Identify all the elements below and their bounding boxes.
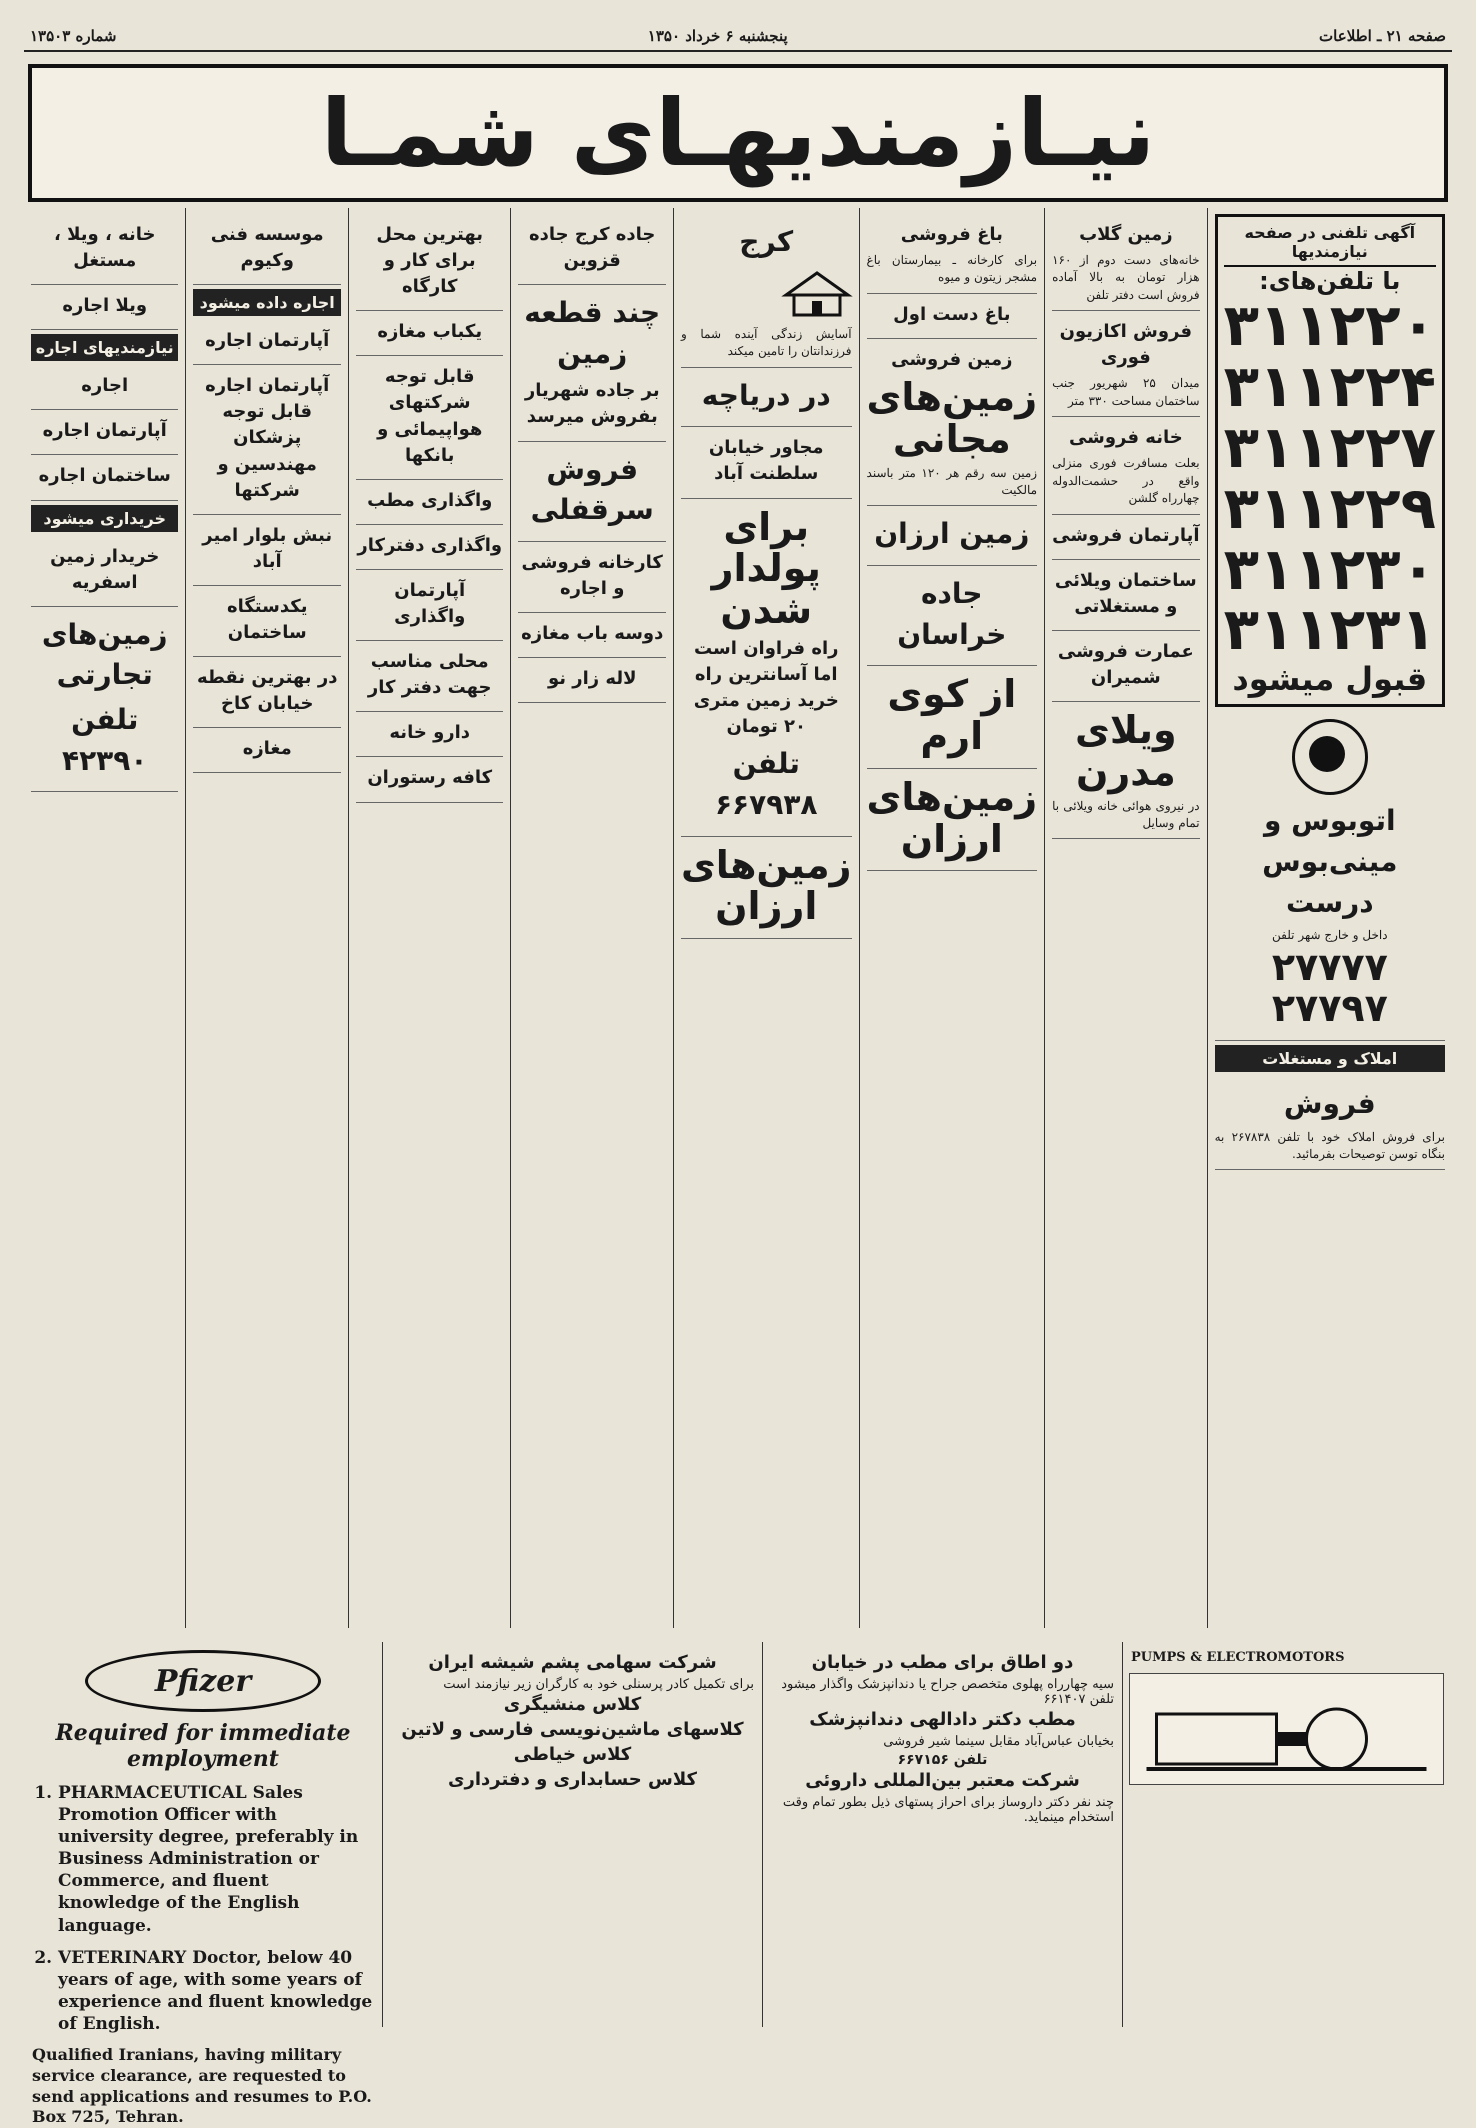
ad-item — [193, 586, 341, 657]
ad-item — [867, 339, 1038, 506]
classifieds-banner — [28, 64, 1448, 202]
ad-sale — [1215, 1076, 1445, 1170]
ad-title: ساختمان اجاره — [38, 465, 171, 487]
ad-text: خانه‌های دست دوم از ۱۶۰ هزار تومان به بالا آماده فروش است دفتر تلفن — [1052, 253, 1200, 302]
section-header: خریداری میشود — [31, 505, 179, 532]
ad-item — [193, 728, 341, 773]
ad-title: خانه ، ویلا ، مستغل — [53, 224, 156, 272]
ad-text: بر جاده شهریار بفروش میرسد — [524, 380, 660, 428]
ad-title: دوسه باب مغازه — [521, 622, 664, 644]
ad-item — [1052, 560, 1200, 631]
ad-item — [1052, 631, 1200, 702]
ad-title: زمین گلاب — [1079, 224, 1173, 245]
ad-headline: برای پولدار شدن — [711, 504, 821, 633]
ad-text: در نیروی هوائی خانه ویلائی با تمام وسایل — [1052, 798, 1200, 830]
ad-title: شرکت سهامی پشم شیشه ایران — [428, 1652, 717, 1673]
ad-item — [867, 666, 1038, 769]
ad-title: باغ فروشی — [900, 224, 1003, 245]
ad-item — [867, 214, 1038, 294]
ad-item — [681, 368, 852, 428]
ad-text: زمین سه رقم هر ۱۲۰ متر باسند مالکیت — [866, 465, 1038, 498]
newspaper-page — [24, 22, 1452, 2127]
ad-title: محلی مناسب جهت دفتر کار — [367, 651, 492, 699]
ad-item — [193, 320, 341, 365]
ad-text: برای تکمیل کادر پرسنلی خود به کارگران زیر نیازمند است — [443, 1677, 754, 1692]
ad-item — [518, 658, 666, 703]
ad-title: چند قطعه زمین — [524, 296, 661, 370]
ad-title: مطب دکتر دادالهی دندانپزشک — [809, 1709, 1076, 1730]
ad-title: اجاره — [81, 375, 129, 397]
ad-title: زمین ارزان — [874, 517, 1030, 551]
ad-headline: زمین‌های ارزان — [680, 842, 852, 929]
pump-machine-icon — [1129, 1673, 1444, 1785]
banner-title: نیـازمندیهـای شمـا — [320, 79, 1156, 187]
ad-item — [867, 566, 1038, 666]
pumps-brand: PUMPS & ELECTROMOTORS — [1131, 1650, 1345, 1665]
phone-number: ۳۱۱۲۲۹ — [1223, 473, 1436, 542]
ad-item — [1052, 214, 1200, 311]
ad-item — [31, 410, 179, 455]
ad-title: خریدار زمین اسفریه — [50, 545, 160, 593]
page-label: صفحه ۲۱ ـ اطلاعات — [1319, 27, 1446, 45]
column-4 — [673, 208, 859, 1628]
ad-item — [356, 712, 504, 757]
ad-item — [193, 515, 341, 586]
ad-text: برای فروش املاک خود با تلفن ۲۶۷۸۳۸ به بنگاه توسن توصیحات بفرمائید. — [1214, 1129, 1445, 1162]
phones-box — [1215, 214, 1445, 707]
ad-item — [1052, 702, 1200, 839]
ad-title: فروش سرقفلی — [530, 452, 654, 527]
ad-title: اتوبوس و مینی‌بوس درست — [1262, 804, 1398, 919]
ad-title: بهترین محل برای کار و کارگاه — [376, 224, 484, 298]
ad-item — [193, 657, 341, 728]
ad-title: آپارتمان اجاره — [205, 330, 330, 352]
ad-item — [518, 214, 666, 285]
ad-item — [518, 442, 666, 542]
ad-title: زمین فروشی — [891, 348, 1013, 370]
pfizer-position-1: 1. PHARMACEUTICAL Sales Promotion Officer with university degree, preferably in Business Administration or Commerce, and fluent knowledge of the English language. — [58, 1782, 374, 1937]
ad-title: آپارتمان اجاره — [42, 420, 167, 442]
ad-title: باغ دست اول — [893, 303, 1011, 325]
ad-title: دارو خانه — [389, 722, 471, 744]
phone-number: ۳۱۱۲۲۷ — [1223, 412, 1436, 481]
ad-headline: زمین‌های مجانی — [866, 375, 1038, 461]
ad-title: آپارتمان اجاره قابل توجه پزشکان مهندسین و شرکتها — [205, 375, 330, 501]
ad-item — [681, 214, 852, 368]
phones-footer: قبول میشود — [1232, 660, 1428, 699]
ad-title: آپارتمان واگذاری — [394, 579, 466, 628]
ad-title: نبش بلوار امیر آباد — [202, 524, 333, 572]
ad-item — [356, 356, 504, 479]
phone-number: ۳۱۱۲۲۰ — [1223, 291, 1436, 359]
ad-item — [1052, 417, 1200, 514]
ad-phone: تلفن ۶۶۷۱۵۶ — [897, 1752, 988, 1768]
ad-item — [356, 641, 504, 712]
folio-line — [24, 22, 1452, 52]
ad-title: کارخانه فروشی و اجاره — [521, 551, 663, 599]
section-header: نیازمندیهای اجاره — [31, 334, 179, 361]
ad-title: دو اطاق برای مطب در خیابان — [811, 1652, 1074, 1673]
ad-title: واگذاری مطب — [367, 489, 493, 511]
ad-title: ویلای مدرن — [1075, 707, 1177, 794]
ad-item — [31, 536, 179, 607]
ad-item — [518, 613, 666, 658]
pfizer-position-2: 2. VETERINARY Doctor, below 40 years of age, with some years of experience and fluent knowledge of English. — [58, 1947, 374, 2035]
bottom-row — [24, 1642, 1452, 2127]
ad-item — [1052, 515, 1200, 560]
column-2 — [1044, 208, 1207, 1628]
ad-item — [356, 311, 504, 356]
ad-item — [681, 499, 852, 837]
ad-item — [193, 214, 341, 285]
ad-item — [1052, 311, 1200, 417]
ad-item — [681, 427, 852, 498]
sun-logo-icon — [1292, 719, 1368, 795]
pfizer-logo: Pfizer — [85, 1650, 321, 1712]
ad-title: جاده کرج جاده قزوین — [529, 224, 656, 272]
ad-title: آپارتمان فروشی — [1052, 524, 1200, 546]
ad-text: بعلت مسافرت فوری منزلی واقع در حشمت‌الدوله چهارراه گلشن — [1052, 456, 1200, 506]
section-header: اجاره داده میشود — [193, 289, 341, 316]
ad-title: مغازه — [242, 738, 292, 760]
ad-title: فروش اکازیون فوری — [1059, 321, 1193, 369]
ad-item — [356, 525, 504, 570]
ad-title: جاده خراسان — [897, 577, 1007, 651]
ad-title: در بهترین نقطه خیابان کاخ — [196, 667, 338, 715]
ad-title: یکدستگاه ساختمان — [226, 595, 308, 644]
ad-item — [31, 285, 179, 330]
ad-item — [518, 542, 666, 613]
ad-text: سیه چهارراه پهلوی متخصص جراح یا دندانپزشک واگذار میشود تلفن ۶۶۱۴۰۷ — [781, 1677, 1114, 1707]
employment-ads — [382, 1642, 762, 2027]
ad-item — [681, 837, 852, 940]
ad-title: ساختمان ویلائی و مستغلاتی — [1054, 569, 1197, 617]
ad-title: یکباب مغازه — [377, 321, 483, 343]
ad-text: برای کارخانه ـ بیمارستان باغ مشجر زیتون و میوه — [866, 253, 1038, 285]
issue-number: شماره ۱۳۵۰۳ — [30, 27, 117, 45]
ad-headline: زمین‌های ارزان — [866, 774, 1038, 861]
column-3 — [859, 208, 1045, 1628]
ad-item — [867, 769, 1038, 872]
ad-title: کافه رستوران — [367, 767, 493, 789]
ad-title: خانه فروشی — [1068, 427, 1183, 449]
column-1 — [1207, 208, 1452, 1628]
ad-item — [31, 214, 179, 285]
ad-title: ویلا اجاره — [62, 295, 148, 317]
ad-item — [518, 285, 666, 441]
ad-item — [31, 455, 179, 500]
ad-title: در دریاچه — [701, 378, 831, 412]
clinic-ad — [762, 1642, 1122, 2027]
column-8 — [24, 208, 186, 1628]
ad-title: کلاس منشیگری — [503, 1694, 642, 1715]
ad-title: کرج — [739, 225, 794, 258]
ad-title: مجاور خیابان سلطنت آباد — [708, 437, 824, 485]
ad-title: واگذاری دفترکار — [357, 534, 503, 556]
ad-phone: تلفن ۶۶۷۹۳۸ — [714, 747, 818, 821]
ad-text: داخل و خارج شهر تلفن — [1272, 928, 1388, 943]
ad-text: چند نفر دکتر داروساز برای احراز پستهای ذیل بطور تمام وقت استخدام مینماید. — [782, 1795, 1114, 1825]
ad-item — [356, 757, 504, 802]
ad-item — [31, 365, 179, 410]
pfizer-ad — [24, 1642, 382, 2127]
ad-item — [193, 365, 341, 514]
ad-item — [867, 506, 1038, 566]
classifieds-columns — [24, 208, 1452, 1628]
ad-bus — [1215, 707, 1445, 1041]
ad-phone: ۲۷۷۷۷ ۲۷۷۹۷ — [1271, 944, 1388, 1031]
ad-phone: تلفن ۴۲۳۹۰ — [61, 702, 148, 777]
ad-title: زمین‌های تجارتی — [41, 617, 168, 692]
phone-number: ۳۱۱۲۲۴ — [1223, 351, 1436, 420]
ad-subtitle: کلاس حسابداری و دفترداری — [447, 1769, 698, 1790]
ad-subtitle: کلاس خیاطی — [513, 1744, 632, 1765]
pfizer-positions — [32, 1782, 374, 2035]
ad-text: راه فراوان است اما آسانترین راه خرید زمین متری ۲۰ تومان — [693, 637, 839, 738]
ad-text: میدان ۲۵ شهریور جنب ساختمان مساحت ۳۳۰ متر — [1052, 376, 1200, 408]
ad-text: آسایش زندگی آینده شما و فرزندانتان را تامین میکند — [680, 326, 852, 359]
ad-headline: از کوی ارم — [887, 672, 1017, 759]
ad-item — [356, 570, 504, 641]
phones-label: با تلفن‌های: — [1259, 267, 1401, 295]
issue-date: پنجشنبه ۶ خرداد ۱۳۵۰ — [647, 27, 788, 45]
ad-item — [867, 294, 1038, 339]
column-7 — [185, 208, 348, 1628]
ad-text: بخیابان عباس‌آباد مقابل سینما شیر فروشی — [883, 1734, 1114, 1749]
ad-title: قابل توجه شرکتهای هواپیمائی و بانکها — [377, 366, 483, 466]
pfizer-heading: Required for immediate employment — [55, 1720, 351, 1772]
phone-number: ۳۱۱۲۳۱ — [1223, 595, 1436, 664]
ad-title: موسسه فنی وکیوم — [210, 224, 324, 272]
ad-title: عمارت فروشی شمیران — [1057, 640, 1194, 688]
ad-item — [356, 480, 504, 525]
pumps-ad — [1122, 1642, 1452, 2027]
column-5 — [510, 208, 673, 1628]
section-header: املاک و مستغلات — [1215, 1045, 1445, 1072]
ad-title: شرکت معتبر بین‌المللی داروئی — [805, 1770, 1080, 1791]
column-6 — [348, 208, 511, 1628]
phones-header: آگهی تلفنی در صفحه نیازمندیها — [1224, 223, 1436, 267]
house-icon — [782, 271, 852, 317]
phone-number: ۳۱۱۲۳۰ — [1223, 534, 1436, 603]
pfizer-note: Qualified Iranians, having military service clearance, are requested to send applications and resumes to P.O. Box 725, Tehran. — [32, 2045, 372, 2127]
ad-title: فروش — [1283, 1087, 1376, 1121]
ad-item — [356, 214, 504, 311]
ad-subtitle: کلاسهای ماشین‌نویسی فارسی و لاتین — [401, 1719, 744, 1740]
ad-title: لاله زار نو — [547, 668, 637, 690]
ad-item — [31, 607, 179, 792]
